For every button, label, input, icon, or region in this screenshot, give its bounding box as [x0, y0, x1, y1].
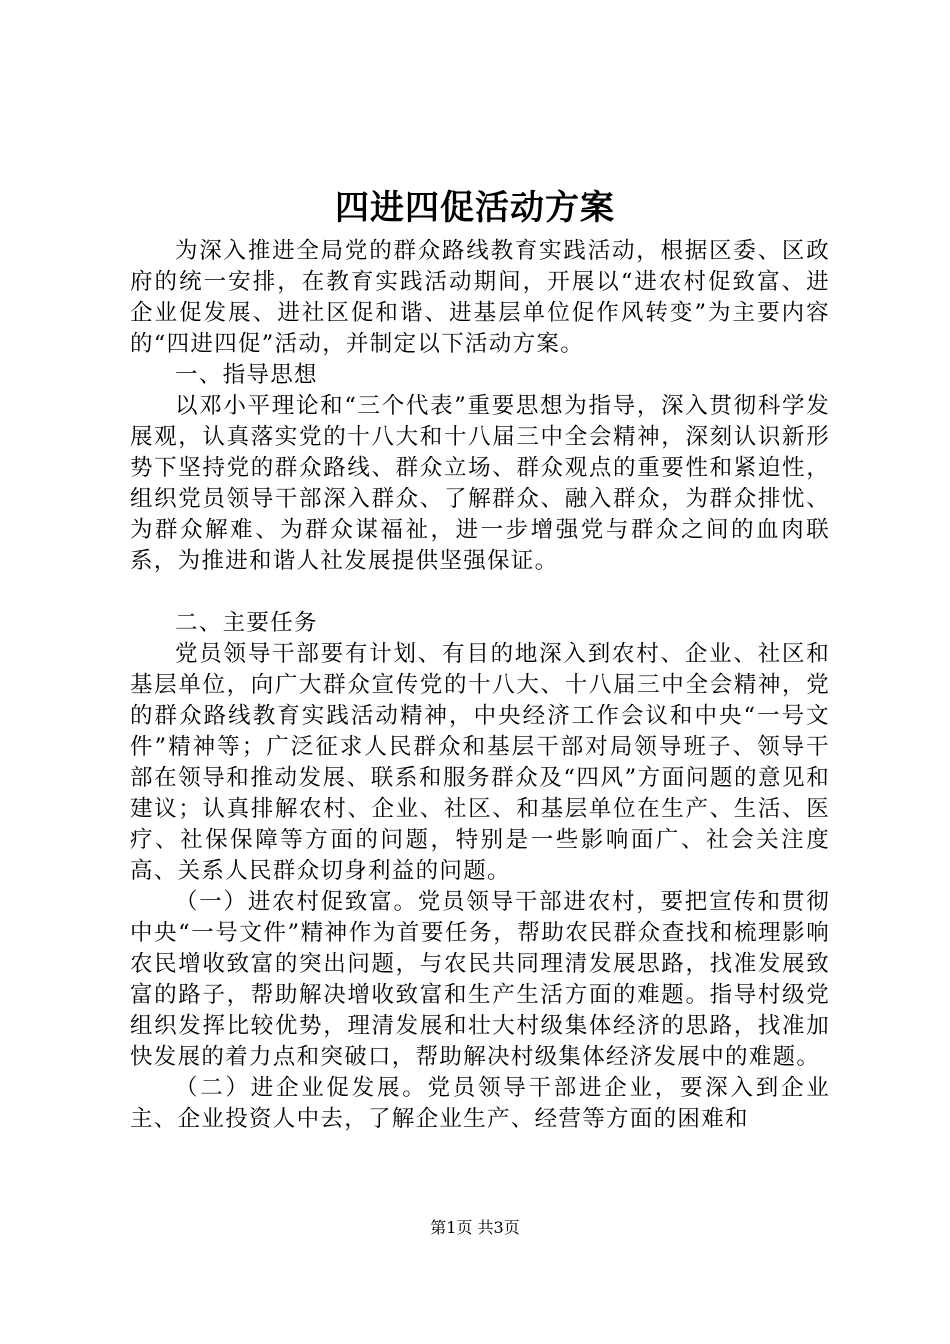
document-title: 四进四促活动方案 — [335, 188, 615, 228]
paragraph-spacer — [130, 577, 830, 608]
document-body — [130, 236, 830, 1135]
main-tasks-paragraph: 党员领导干部要有计划、有目的地深入到农村、企业、社区和基层单位，向广大群众宣传党的十八大、十八届三中全会精神，党的群众路线教育实践活动精神，中央经济工作会议和中央“一号文件”精神等；广泛征求人民群众和基层干部对局领导班子、领导干部在领导和推动发展、联系和服务群众及“四风”方面问题的意见和建议；认真排解农村、企业、社区、和基层单位在生产、生活、医疗、社保保障等方面的问题，特别是一些影响面广、社会关注度高、关系人民群众切身利益的问题。 — [130, 641, 830, 884]
page-footer: 第1页 共3页 — [430, 1218, 520, 1237]
task-rural-paragraph: （一）进农村促致富。党员领导干部进农村，要把宣传和贯彻中央“一号文件”精神作为首要任务，帮助农民群众查找和梳理影响农民增收致富的突出问题，与农民共同理清发展思路，找准发展致富的路子，帮助解决增收致富和生产生活方面的难题。指导村级党组织发挥比较优势，理清发展和壮大村级集体经济的思路，找准加快发展的着力点和突破口，帮助解决村级集体经济发展中的难题。 — [130, 889, 830, 1070]
section-heading-main-tasks: 二、主要任务 — [175, 610, 318, 636]
guiding-thought-paragraph: 以邓小平理论和“三个代表”重要思想为指导，深入贯彻科学发展观，认真落实党的十八大和十八届三中全会精神，深刻认识新形势下坚持党的群众路线、群众立场、群众观点的重要性和紧迫性，组织党员领导干部深入群众、了解群众、融入群众，为群众排忧、为群众解难、为群众谋福祉，进一步增强党与群众之间的血肉联系，为推进和谐人社发展提供坚强保证。 — [130, 393, 830, 574]
task-enterprise-paragraph: （二）进企业促发展。党员领导干部进企业，要深入到企业主、企业投资人中去，了解企业生产、经营等方面的困难和 — [130, 1075, 830, 1132]
intro-paragraph: 为深入推进全局党的群众路线教育实践活动，根据区委、区政府的统一安排，在教育实践活动期间，开展以“进农村促致富、进企业促发展、进社区促和谐、进基层单位促作风转变”为主要内容的“四进四促”活动，并制定以下活动方案。 — [130, 238, 830, 357]
section-heading-guiding-thought: 一、指导思想 — [175, 362, 318, 388]
